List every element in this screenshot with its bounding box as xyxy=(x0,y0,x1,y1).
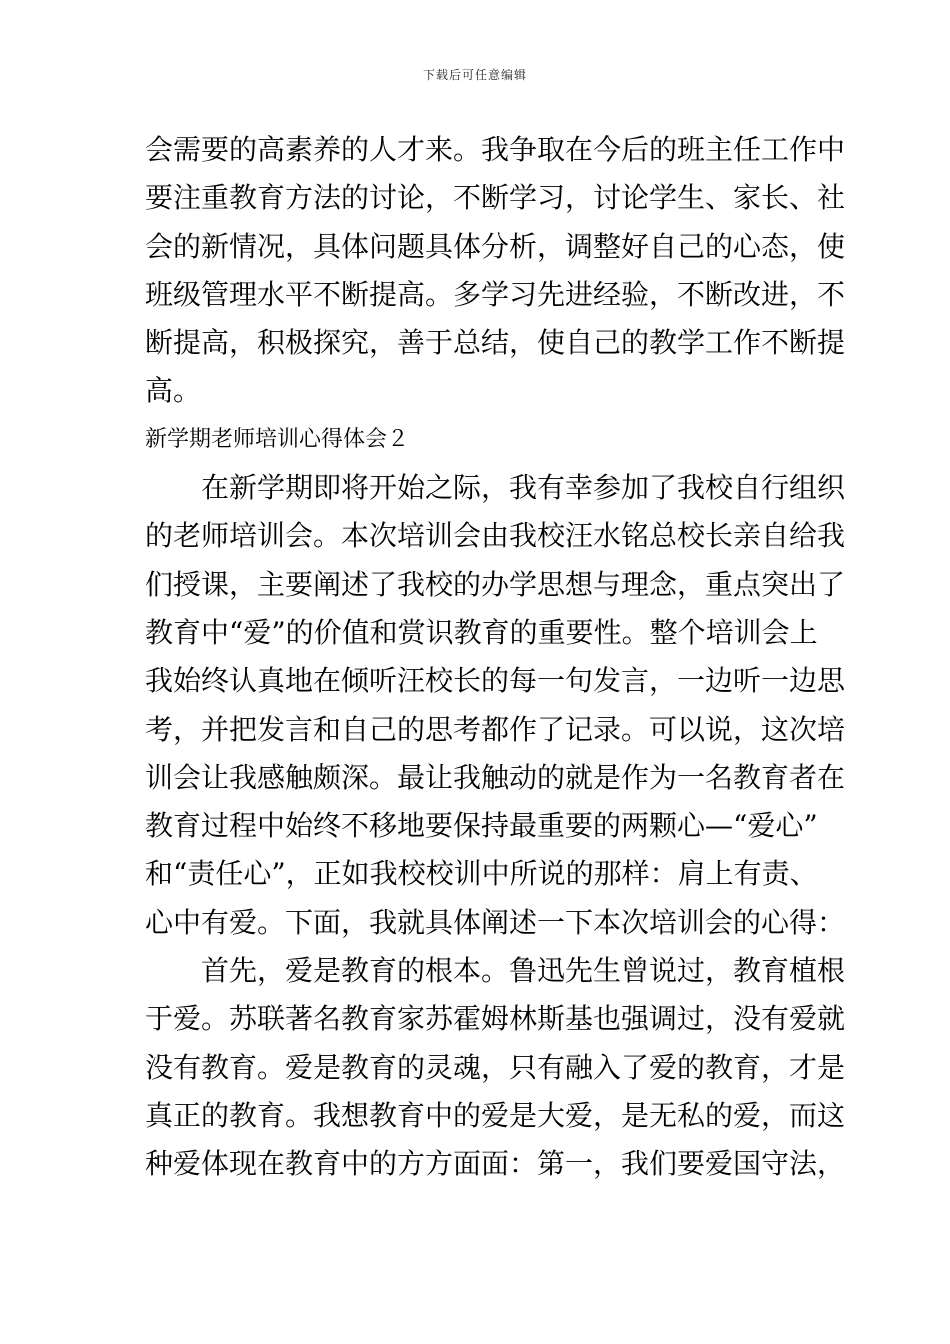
text-line: 班级管理水平不断提高。多学习先进经验，不断改进，不 xyxy=(145,277,846,311)
text-line: 们授课，主要阐述了我校的办学思想与理念，重点突出了 xyxy=(145,567,846,601)
text-line: 首先，爱是教育的根本。鲁迅先生曾说过，教育植根 xyxy=(201,954,846,988)
text-line: 考，并把发言和自己的思考都作了记录。可以说，这次培 xyxy=(145,712,846,746)
paragraph-first-point xyxy=(145,947,846,1188)
text-line: 教育过程中始终不移地要保持最重要的两颗心—“爱心” xyxy=(145,809,818,843)
text-line: 我始终认真地在倾听汪校长的每一句发言，一边听一边思 xyxy=(145,664,846,698)
text-line: 没有教育。爱是教育的灵魂，只有融入了爱的教育，才是 xyxy=(145,1050,846,1084)
text-line: 要注重教育方法的讨论，不断学习，讨论学生、家长、社 xyxy=(145,181,846,215)
paragraph-intro xyxy=(145,464,846,947)
text-line: 训会让我感触颇深。最让我触动的就是作为一名教育者在 xyxy=(145,760,846,794)
text-line: 高。 xyxy=(145,374,202,408)
text-line: 于爱。苏联著名教育家苏霍姆林斯基也强调过，没有爱就 xyxy=(145,1002,846,1036)
text-line: 会的新情况，具体问题具体分析，调整好自己的心态，使 xyxy=(145,229,846,263)
text-line: 在新学期即将开始之际，我有幸参加了我校自行组织 xyxy=(201,471,846,505)
document-body xyxy=(145,126,846,1189)
text-line: 会需要的高素养的人才来。我争取在今后的班主任工作中 xyxy=(145,133,846,166)
text-line: 教育中“爱”的价值和赏识教育的重要性。整个培训会上 xyxy=(145,615,818,649)
page-header: 下载后可任意编辑 xyxy=(422,68,527,82)
heading-text: 新学期老师培训心得体会２ xyxy=(145,426,410,452)
text-line: 和“责任心”，正如我校校训中所说的那样：肩上有责、 xyxy=(145,857,818,891)
text-line: 真正的教育。我想教育中的爱是大爱，是无私的爱，而这 xyxy=(145,1098,846,1132)
text-line: 断提高，积极探究，善于总结，使自己的教学工作不断提 xyxy=(145,326,846,360)
text-line: 的老师培训会。本次培训会由我校汪水铭总校长亲自给我 xyxy=(145,519,846,553)
section-heading xyxy=(145,416,807,464)
text-line: 种爱体现在教育中的方方面面：第一，我们要爱国守法， xyxy=(145,1147,846,1181)
text-line: 心中有爱。下面，我就具体阐述一下本次培训会的心得： xyxy=(145,905,846,939)
paragraph-continuation xyxy=(145,126,846,416)
